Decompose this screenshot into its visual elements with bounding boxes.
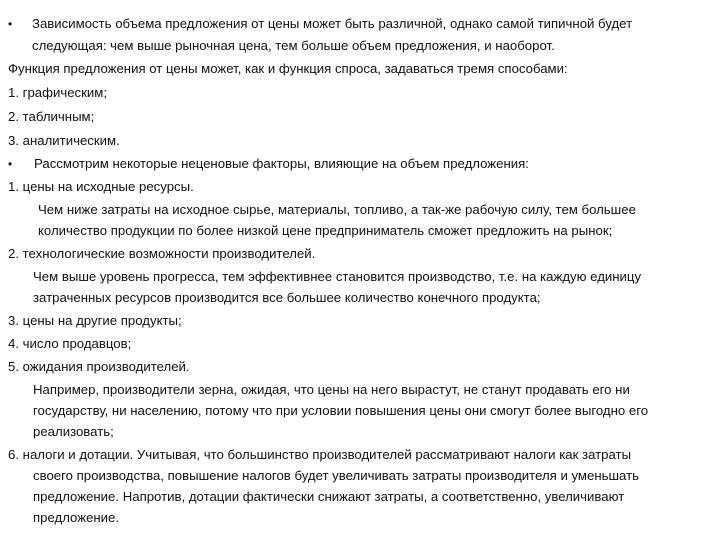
paragraph-line: своего производства, повышение налогов будет увеличивать затраты производителя и уменьшать [33,468,640,483]
paragraph-line: Например, производители зерна, ожидая, что цены на него вырастут, не станут продавать его ни [33,382,630,397]
paragraph-line: Зависимость объема предложения от цены может быть различной, однако самой типичной будет [32,16,633,31]
list-item: 2. технологические возможности производителей. [8,246,316,261]
paragraph-line: Функция предложения от цены может, как и функция спроса, задаваться тремя способами: [8,61,568,76]
paragraph-line: Рассмотрим некоторые неценовые факторы, влияющие на объем предложения: [34,156,529,171]
paragraph-line: государству, ни населению, потому что при условии повышения цены они смогут более выгодно его [33,403,649,418]
list-item: 4. число продавцов; [8,336,132,351]
paragraph-line: Чем выше уровень прогресса, тем эффективнее становится производство, т.е. на каждую единицу [33,269,642,284]
paragraph-line: реализовать; [33,424,114,439]
list-item: 6. налоги и дотации. Учитывая, что большинство производителей рассматривают налоги как затраты [8,447,632,462]
list-item: 1. цены на исходные ресурсы. [8,179,194,194]
paragraph-line: затраченных ресурсов производится все большее количество конечного продукта; [33,290,541,305]
paragraph-line: предложение. [33,510,120,525]
list-item: 2. табличным; [8,109,95,124]
bullet-1: • [8,17,13,31]
list-item: 1. графическим; [8,85,108,100]
list-item: 3. аналитическим. [8,133,120,148]
paragraph-line: количество продукции по более низкой цене предприниматель сможет предложить на рынок; [38,223,613,238]
list-item: 3. цены на другие продукты; [8,313,182,328]
paragraph-line: Чем ниже затраты на исходное сырье, материалы, топливо, а так-же рабочую силу, тем большее [38,202,636,217]
bullet-2: • [8,157,13,171]
paragraph-line: следующая: чем выше рыночная цена, тем больше объем предложения, и наоборот. [32,38,555,53]
paragraph-line: предложение. Напротив, дотации фактически снижают затраты, а соответственно, увеличивают [33,489,625,504]
list-item: 5. ожидания производителей. [8,359,190,374]
